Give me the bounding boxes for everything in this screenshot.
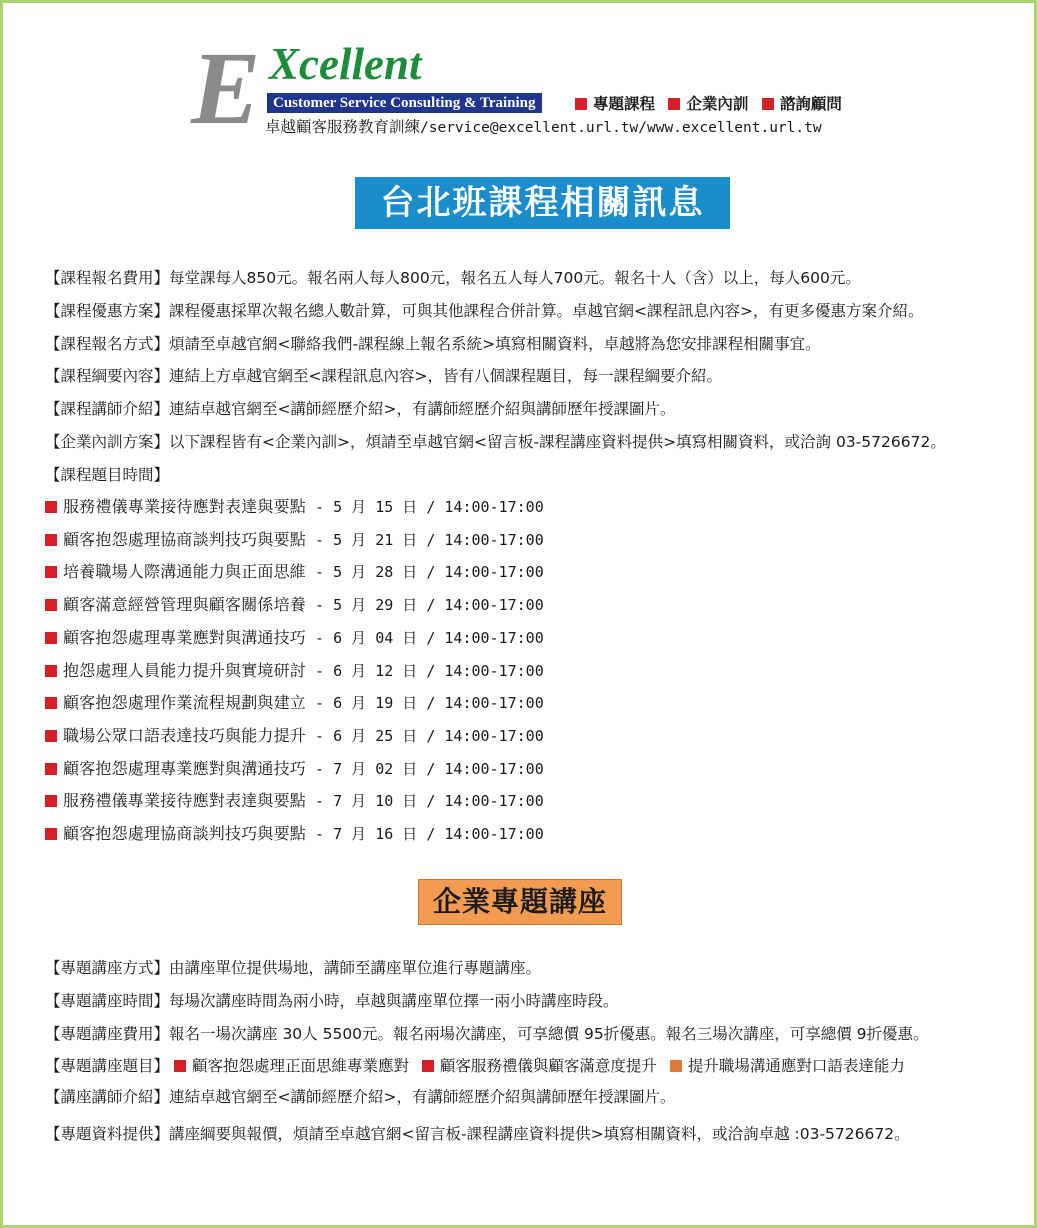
- logo-wordmark: Xcellent: [269, 39, 422, 89]
- info-label: 【課程優惠方案】: [45, 301, 170, 320]
- info-text: 每場次講座時間為兩小時，卓越與講座單位擇一兩小時講座時段。: [169, 991, 619, 1010]
- excellent-logo: [191, 31, 891, 146]
- course-schedule: - 7 月 10 日 / 14:00-17:00: [306, 792, 544, 811]
- course-schedule: - 6 月 25 日 / 14:00-17:00: [306, 726, 544, 745]
- red-square-icon: [45, 534, 57, 546]
- info-row: [45, 990, 619, 1012]
- lecture-topic: 顧客抱怨處理正面思維專業應對: [174, 1057, 409, 1075]
- course-schedule: - 7 月 02 日 / 14:00-17:00: [306, 759, 544, 778]
- nav-item-topics: 專題課程: [575, 95, 655, 113]
- red-square-icon: [45, 795, 57, 807]
- info-text: 連結卓越官網至<講師經歷介紹>，有講師經歷介紹與講師歷年授課圖片。: [169, 400, 676, 419]
- red-square-icon: [668, 98, 680, 110]
- course-title: 顧客抱怨處理專業應對與溝通技巧: [63, 627, 307, 647]
- red-square-icon: [45, 632, 57, 644]
- info-row: [45, 333, 821, 355]
- red-square-icon: [45, 665, 57, 677]
- course-schedule: - 7 月 16 日 / 14:00-17:00: [306, 825, 544, 843]
- red-square-icon: [762, 98, 774, 110]
- info-row: [45, 431, 946, 453]
- info-label: 【課程報名方式】: [45, 334, 170, 353]
- info-text: 連結卓越官網至<講師經歷介紹>，有講師經歷介紹與講師歷年授課圖片。: [169, 1088, 676, 1106]
- red-square-icon: [422, 1060, 434, 1072]
- course-schedule: - 5 月 28 日 / 14:00-17:00: [306, 563, 544, 582]
- course-item: [45, 529, 544, 551]
- info-row: [45, 464, 169, 486]
- course-schedule: - 6 月 19 日 / 14:00-17:00: [306, 694, 544, 713]
- red-square-icon: [45, 566, 57, 578]
- contact-links: /service@excellent.url.tw/www.excellent.url.tw: [420, 120, 822, 136]
- info-row: [45, 267, 861, 289]
- course-item: [45, 627, 544, 649]
- info-label: 【課程報名費用】: [45, 269, 170, 287]
- nav-item-inhouse: 企業內訓: [668, 95, 748, 113]
- red-square-icon: [174, 1060, 186, 1072]
- info-row: [45, 398, 676, 420]
- info-text: 由講座單位提供場地，講師至講座單位進行專題講座。: [169, 959, 542, 977]
- taipei-heading: 台北班課程相關訊息: [355, 177, 730, 229]
- info-row: [45, 1086, 676, 1108]
- logo-letter-e: E: [191, 31, 257, 146]
- red-square-icon: [45, 828, 57, 840]
- course-item: [45, 496, 544, 518]
- course-item: [45, 725, 544, 747]
- info-row: [45, 957, 541, 979]
- info-text: 課程優惠採單次報名總人數計算，可與其他課程合併計算。卓越官網<課程訊息內容>，有更多優惠方案介紹。: [169, 301, 924, 320]
- course-title: 顧客抱怨處理協商談判技巧與要點: [63, 529, 307, 549]
- course-title: 顧客滿意經營管理與顧客關係培養: [63, 595, 307, 615]
- logo-tagline: Customer Service Consulting & Training: [267, 93, 542, 113]
- info-text: 講座綱要與報價，煩請至卓越官網<留言板-課程講座資料提供>填寫相關資料，或洽詢卓越 :03-5726672。: [169, 1125, 910, 1143]
- info-row: [45, 365, 722, 387]
- orange-square-icon: [670, 1060, 682, 1072]
- course-title: 顧客抱怨處理專業應對與溝通技巧: [63, 758, 307, 778]
- info-text: 以下課程皆有<企業內訓>，煩請至卓越官網<留言板-課程講座資料提供>填寫相關資料，或洽詢 03-5726672。: [169, 433, 946, 451]
- lecture-heading: 企業專題講座: [418, 879, 622, 925]
- course-item: [45, 823, 544, 845]
- nav-item-consulting: 諮詢顧問: [762, 95, 842, 113]
- course-title: 服務禮儀專業接待應對表達與要點: [63, 791, 307, 811]
- info-label: 【課程題目時間】: [45, 465, 170, 484]
- course-item: [45, 692, 544, 714]
- info-label: 【專題講座方式】: [45, 959, 170, 977]
- info-label: 【課程綱要內容】: [45, 367, 170, 386]
- course-title: 顧客抱怨處理協商談判技巧與要點: [63, 824, 307, 843]
- course-item: [45, 561, 544, 583]
- lecture-topic: 提升職場溝通應對口語表達能力: [670, 1057, 905, 1075]
- info-text: 每堂課每人850元。報名兩人每人800元，報名五人每人700元。報名十人（含）以上，每人600元。: [169, 269, 861, 287]
- course-schedule: - 6 月 12 日 / 14:00-17:00: [306, 661, 544, 680]
- info-label: 【講座講師介紹】: [45, 1088, 170, 1106]
- course-item: [45, 790, 544, 812]
- info-row: [45, 1023, 928, 1045]
- course-title: 服務禮儀專業接待應對表達與要點: [63, 497, 307, 516]
- red-square-icon: [45, 501, 57, 513]
- course-title: 抱怨處理人員能力提升與實境研討: [63, 660, 307, 680]
- company-name: 卓越顧客服務教育訓練: [265, 118, 421, 136]
- course-item: [45, 758, 544, 780]
- info-row: [45, 1123, 910, 1145]
- info-row: [45, 300, 924, 322]
- course-item: [45, 660, 544, 682]
- course-title: 顧客抱怨處理作業流程規劃與建立: [63, 693, 307, 713]
- info-label: 【專題講座時間】: [45, 991, 170, 1010]
- lecture-topics-row: [45, 1055, 913, 1077]
- course-schedule: - 5 月 21 日 / 14:00-17:00: [306, 530, 544, 549]
- logo-contact: [265, 117, 822, 138]
- red-square-icon: [45, 730, 57, 742]
- red-square-icon: [575, 98, 587, 110]
- info-text: 報名一場次講座 30人 5500元。報名兩場次講座，可享總價 95折優惠。報名三場次講座，可享總價 9折優惠。: [169, 1024, 929, 1043]
- course-item: [45, 594, 544, 616]
- info-label: 【專題講座題目】: [45, 1057, 170, 1075]
- course-title: 培養職場人際溝通能力與正面思維: [63, 562, 307, 582]
- info-label: 【企業內訓方案】: [45, 433, 170, 451]
- info-label: 【專題資料提供】: [45, 1125, 170, 1143]
- red-square-icon: [45, 697, 57, 709]
- course-title: 職場公眾口語表達技巧與能力提升: [63, 725, 307, 745]
- info-text: 連結上方卓越官網至<課程訊息內容>，皆有八個課程題目，每一課程綱要介紹。: [169, 367, 722, 386]
- red-square-icon: [45, 599, 57, 611]
- info-label: 【專題講座費用】: [45, 1024, 170, 1043]
- course-schedule: - 6 月 04 日 / 14:00-17:00: [306, 628, 544, 647]
- red-square-icon: [45, 763, 57, 775]
- course-schedule: - 5 月 29 日 / 14:00-17:00: [306, 596, 544, 615]
- course-schedule: - 5 月 15 日 / 14:00-17:00: [306, 498, 544, 516]
- lecture-topic: 顧客服務禮儀與顧客滿意度提升: [422, 1057, 657, 1075]
- info-label: 【課程講師介紹】: [45, 400, 170, 419]
- logo-nav: [575, 94, 850, 114]
- info-text: 煩請至卓越官網<聯絡我們-課程線上報名系統>填寫相關資料，卓越將為您安排課程相關事宜。: [169, 334, 821, 353]
